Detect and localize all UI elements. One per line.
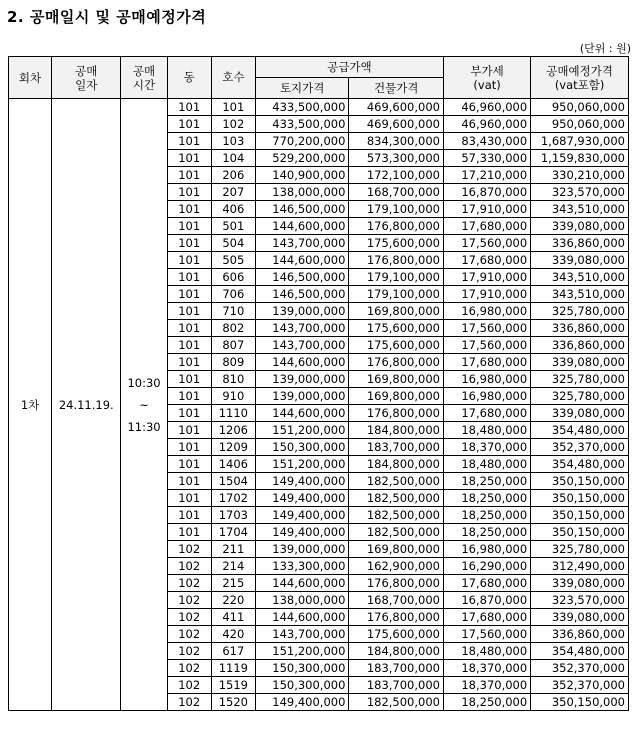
unit-no-cell: 406 <box>211 201 255 218</box>
expected-price-cell: 343,510,000 <box>531 201 629 218</box>
building-price-cell: 176,800,000 <box>349 252 444 269</box>
vat-cell: 18,250,000 <box>443 694 530 711</box>
unit-no-cell: 101 <box>211 99 255 116</box>
building-price-cell: 183,700,000 <box>349 439 444 456</box>
vat-cell: 18,480,000 <box>443 643 530 660</box>
building-cell: 101 <box>167 354 211 371</box>
building-price-cell: 179,100,000 <box>349 269 444 286</box>
expected-price-cell: 325,780,000 <box>531 303 629 320</box>
expected-price-cell: 325,780,000 <box>531 541 629 558</box>
unit-no-cell: 501 <box>211 218 255 235</box>
building-cell: 101 <box>167 320 211 337</box>
page-title: 2. 공매일시 및 공매예정가격 <box>7 8 207 26</box>
building-cell: 101 <box>167 184 211 201</box>
building-cell: 101 <box>167 473 211 490</box>
table-row <box>9 99 629 116</box>
expected-price-cell: 325,780,000 <box>531 388 629 405</box>
vat-cell: 17,910,000 <box>443 269 530 286</box>
expected-price-cell: 352,370,000 <box>531 677 629 694</box>
unit-no-cell: 420 <box>211 626 255 643</box>
header-date-line2: 일자 <box>75 77 98 92</box>
expected-price-cell: 339,080,000 <box>531 218 629 235</box>
expected-price-cell: 323,570,000 <box>531 184 629 201</box>
table-body <box>9 99 629 711</box>
unit-no-cell: 1406 <box>211 456 255 473</box>
unit-no-cell: 1504 <box>211 473 255 490</box>
building-cell: 101 <box>167 524 211 541</box>
unit-no-cell: 1209 <box>211 439 255 456</box>
unit-no-cell: 103 <box>211 133 255 150</box>
building-price-cell: 169,800,000 <box>349 541 444 558</box>
building-price-cell: 175,600,000 <box>349 320 444 337</box>
building-price-cell: 182,500,000 <box>349 507 444 524</box>
land-price-cell: 149,400,000 <box>255 473 349 490</box>
land-price-cell: 139,000,000 <box>255 371 349 388</box>
vat-cell: 16,980,000 <box>443 303 530 320</box>
land-price-cell: 144,600,000 <box>255 354 349 371</box>
vat-cell: 17,560,000 <box>443 626 530 643</box>
building-price-cell: 184,800,000 <box>349 456 444 473</box>
expected-price-cell: 312,490,000 <box>531 558 629 575</box>
unit-no-cell: 617 <box>211 643 255 660</box>
land-price-cell: 433,500,000 <box>255 116 349 133</box>
land-price-cell: 150,300,000 <box>255 677 349 694</box>
header-time-line1: 공매 <box>132 63 156 78</box>
building-price-cell: 169,800,000 <box>349 303 444 320</box>
time-cell <box>121 99 167 711</box>
expected-price-cell: 343,510,000 <box>531 286 629 303</box>
expected-price-cell: 1,159,830,000 <box>531 150 629 167</box>
building-cell: 101 <box>167 405 211 422</box>
land-price-cell: 146,500,000 <box>255 201 349 218</box>
unit-no-cell: 1519 <box>211 677 255 694</box>
unit-no-cell: 504 <box>211 235 255 252</box>
land-price-cell: 144,600,000 <box>255 252 349 269</box>
vat-cell: 18,370,000 <box>443 439 530 456</box>
vat-cell: 18,480,000 <box>443 456 530 473</box>
vat-cell: 17,680,000 <box>443 405 530 422</box>
expected-price-cell: 352,370,000 <box>531 660 629 677</box>
header-date <box>52 57 121 99</box>
building-price-cell: 175,600,000 <box>349 626 444 643</box>
land-price-cell: 433,500,000 <box>255 99 349 116</box>
unit-no-cell: 102 <box>211 116 255 133</box>
land-price-cell: 139,000,000 <box>255 541 349 558</box>
vat-cell: 17,680,000 <box>443 252 530 269</box>
unit-no-cell: 802 <box>211 320 255 337</box>
building-cell: 102 <box>167 541 211 558</box>
building-cell: 101 <box>167 490 211 507</box>
building-price-cell: 182,500,000 <box>349 490 444 507</box>
building-price-cell: 176,800,000 <box>349 609 444 626</box>
time-start: 10:30 <box>127 375 161 390</box>
building-cell: 102 <box>167 694 211 711</box>
expected-price-cell: 339,080,000 <box>531 405 629 422</box>
vat-cell: 46,960,000 <box>443 99 530 116</box>
header-expected-line2: (vat포함) <box>554 77 605 92</box>
vat-cell: 18,370,000 <box>443 677 530 694</box>
building-cell: 101 <box>167 99 211 116</box>
vat-cell: 18,250,000 <box>443 507 530 524</box>
building-price-cell: 168,700,000 <box>349 184 444 201</box>
expected-price-cell: 339,080,000 <box>531 252 629 269</box>
vat-cell: 18,480,000 <box>443 422 530 439</box>
header-land-price: 토지가격 <box>255 78 349 99</box>
unit-no-cell: 810 <box>211 371 255 388</box>
vat-cell: 17,560,000 <box>443 320 530 337</box>
time-end: 11:30 <box>127 419 161 434</box>
building-cell: 102 <box>167 677 211 694</box>
header-vat <box>443 57 530 99</box>
building-cell: 102 <box>167 558 211 575</box>
land-price-cell: 139,000,000 <box>255 303 349 320</box>
unit-no-cell: 211 <box>211 541 255 558</box>
expected-price-cell: 950,060,000 <box>531 116 629 133</box>
land-price-cell: 144,600,000 <box>255 575 349 592</box>
unit-no-cell: 606 <box>211 269 255 286</box>
building-cell: 101 <box>167 133 211 150</box>
table-header <box>9 57 629 99</box>
expected-price-cell: 323,570,000 <box>531 592 629 609</box>
land-price-cell: 143,700,000 <box>255 235 349 252</box>
unit-no-cell: 1704 <box>211 524 255 541</box>
land-price-cell: 151,200,000 <box>255 422 349 439</box>
building-price-cell: 176,800,000 <box>349 354 444 371</box>
vat-cell: 17,910,000 <box>443 286 530 303</box>
building-cell: 101 <box>167 388 211 405</box>
building-price-cell: 179,100,000 <box>349 201 444 218</box>
unit-no-cell: 1520 <box>211 694 255 711</box>
header-date-line1: 공매 <box>75 63 98 78</box>
land-price-cell: 138,000,000 <box>255 184 349 201</box>
building-price-cell: 179,100,000 <box>349 286 444 303</box>
expected-price-cell: 350,150,000 <box>531 507 629 524</box>
building-cell: 101 <box>167 337 211 354</box>
expected-price-cell: 325,780,000 <box>531 371 629 388</box>
building-price-cell: 182,500,000 <box>349 473 444 490</box>
building-cell: 102 <box>167 643 211 660</box>
land-price-cell: 138,000,000 <box>255 592 349 609</box>
building-price-cell: 162,900,000 <box>349 558 444 575</box>
land-price-cell: 133,300,000 <box>255 558 349 575</box>
expected-price-cell: 350,150,000 <box>531 473 629 490</box>
vat-cell: 18,250,000 <box>443 473 530 490</box>
expected-price-cell: 1,687,930,000 <box>531 133 629 150</box>
land-price-cell: 144,600,000 <box>255 405 349 422</box>
header-time <box>121 57 167 99</box>
expected-price-cell: 350,150,000 <box>531 524 629 541</box>
expected-price-cell: 343,510,000 <box>531 269 629 286</box>
expected-price-cell: 350,150,000 <box>531 490 629 507</box>
unit-no-cell: 1702 <box>211 490 255 507</box>
expected-price-cell: 330,210,000 <box>531 167 629 184</box>
land-price-cell: 144,600,000 <box>255 218 349 235</box>
land-price-cell: 151,200,000 <box>255 456 349 473</box>
building-price-cell: 168,700,000 <box>349 592 444 609</box>
vat-cell: 17,680,000 <box>443 354 530 371</box>
unit-no-cell: 809 <box>211 354 255 371</box>
header-supply: 공급가액 <box>255 57 443 78</box>
land-price-cell: 150,300,000 <box>255 660 349 677</box>
land-price-cell: 149,400,000 <box>255 694 349 711</box>
land-price-cell: 149,400,000 <box>255 507 349 524</box>
land-price-cell: 143,700,000 <box>255 626 349 643</box>
header-vat-line2: (vat) <box>473 77 501 92</box>
building-price-cell: 182,500,000 <box>349 524 444 541</box>
expected-price-cell: 350,150,000 <box>531 694 629 711</box>
land-price-cell: 143,700,000 <box>255 337 349 354</box>
building-cell: 101 <box>167 252 211 269</box>
land-price-cell: 150,300,000 <box>255 439 349 456</box>
building-price-cell: 176,800,000 <box>349 218 444 235</box>
auction-price-table <box>8 56 629 711</box>
header-round: 회차 <box>9 57 52 99</box>
building-price-cell: 184,800,000 <box>349 643 444 660</box>
vat-cell: 83,430,000 <box>443 133 530 150</box>
land-price-cell: 143,700,000 <box>255 320 349 337</box>
vat-cell: 16,980,000 <box>443 541 530 558</box>
land-price-cell: 146,500,000 <box>255 269 349 286</box>
building-cell: 101 <box>167 269 211 286</box>
expected-price-cell: 336,860,000 <box>531 626 629 643</box>
vat-cell: 16,870,000 <box>443 184 530 201</box>
vat-cell: 17,210,000 <box>443 167 530 184</box>
expected-price-cell: 354,480,000 <box>531 456 629 473</box>
header-time-line2: 시간 <box>132 77 156 92</box>
building-price-cell: 175,600,000 <box>349 235 444 252</box>
expected-price-cell: 354,480,000 <box>531 422 629 439</box>
header-vat-line1: 부가세 <box>470 63 504 78</box>
header-unit-no: 호수 <box>211 57 255 99</box>
building-cell: 101 <box>167 218 211 235</box>
land-price-cell: 149,400,000 <box>255 490 349 507</box>
unit-no-cell: 910 <box>211 388 255 405</box>
building-cell: 101 <box>167 371 211 388</box>
building-price-cell: 172,100,000 <box>349 167 444 184</box>
building-price-cell: 469,600,000 <box>349 99 444 116</box>
expected-price-cell: 336,860,000 <box>531 320 629 337</box>
building-cell: 101 <box>167 439 211 456</box>
vat-cell: 17,560,000 <box>443 337 530 354</box>
building-cell: 101 <box>167 201 211 218</box>
vat-cell: 17,680,000 <box>443 609 530 626</box>
unit-no-cell: 1110 <box>211 405 255 422</box>
building-price-cell: 183,700,000 <box>349 660 444 677</box>
expected-price-cell: 950,060,000 <box>531 99 629 116</box>
vat-cell: 17,680,000 <box>443 218 530 235</box>
vat-cell: 46,960,000 <box>443 116 530 133</box>
building-price-cell: 469,600,000 <box>349 116 444 133</box>
building-cell: 101 <box>167 167 211 184</box>
building-cell: 101 <box>167 422 211 439</box>
building-price-cell: 184,800,000 <box>349 422 444 439</box>
expected-price-cell: 339,080,000 <box>531 354 629 371</box>
building-price-cell: 169,800,000 <box>349 388 444 405</box>
building-cell: 101 <box>167 150 211 167</box>
land-price-cell: 140,900,000 <box>255 167 349 184</box>
building-cell: 101 <box>167 456 211 473</box>
unit-no-cell: 710 <box>211 303 255 320</box>
expected-price-cell: 339,080,000 <box>531 575 629 592</box>
expected-price-cell: 339,080,000 <box>531 609 629 626</box>
vat-cell: 17,910,000 <box>443 201 530 218</box>
building-price-cell: 169,800,000 <box>349 371 444 388</box>
expected-price-cell: 336,860,000 <box>531 235 629 252</box>
unit-note: (단위 : 원) <box>579 42 631 55</box>
round-cell: 1차 <box>9 99 52 711</box>
vat-cell: 18,250,000 <box>443 524 530 541</box>
unit-no-cell: 207 <box>211 184 255 201</box>
vat-cell: 57,330,000 <box>443 150 530 167</box>
building-price-cell: 182,500,000 <box>349 694 444 711</box>
header-building: 동 <box>167 57 211 99</box>
land-price-cell: 770,200,000 <box>255 133 349 150</box>
unit-no-cell: 505 <box>211 252 255 269</box>
land-price-cell: 529,200,000 <box>255 150 349 167</box>
expected-price-cell: 352,370,000 <box>531 439 629 456</box>
header-expected-price <box>531 57 629 99</box>
unit-no-cell: 206 <box>211 167 255 184</box>
unit-no-cell: 411 <box>211 609 255 626</box>
vat-cell: 16,980,000 <box>443 371 530 388</box>
unit-no-cell: 807 <box>211 337 255 354</box>
building-cell: 102 <box>167 609 211 626</box>
header-expected-line1: 공매예정가격 <box>546 63 613 78</box>
unit-no-cell: 215 <box>211 575 255 592</box>
header-building-price: 건물가격 <box>349 78 444 99</box>
building-cell: 102 <box>167 626 211 643</box>
building-cell: 101 <box>167 286 211 303</box>
land-price-cell: 149,400,000 <box>255 524 349 541</box>
building-cell: 101 <box>167 235 211 252</box>
building-price-cell: 834,300,000 <box>349 133 444 150</box>
building-price-cell: 183,700,000 <box>349 677 444 694</box>
unit-no-cell: 706 <box>211 286 255 303</box>
building-cell: 101 <box>167 116 211 133</box>
unit-no-cell: 214 <box>211 558 255 575</box>
land-price-cell: 144,600,000 <box>255 609 349 626</box>
building-cell: 102 <box>167 592 211 609</box>
land-price-cell: 139,000,000 <box>255 388 349 405</box>
unit-no-cell: 220 <box>211 592 255 609</box>
vat-cell: 17,560,000 <box>443 235 530 252</box>
vat-cell: 18,250,000 <box>443 490 530 507</box>
vat-cell: 16,870,000 <box>443 592 530 609</box>
expected-price-cell: 336,860,000 <box>531 337 629 354</box>
time-sep: ~ <box>139 397 149 412</box>
vat-cell: 16,290,000 <box>443 558 530 575</box>
vat-cell: 16,980,000 <box>443 388 530 405</box>
vat-cell: 18,370,000 <box>443 660 530 677</box>
building-price-cell: 175,600,000 <box>349 337 444 354</box>
building-cell: 101 <box>167 507 211 524</box>
building-price-cell: 573,300,000 <box>349 150 444 167</box>
unit-no-cell: 104 <box>211 150 255 167</box>
building-price-cell: 176,800,000 <box>349 575 444 592</box>
building-price-cell: 176,800,000 <box>349 405 444 422</box>
unit-no-cell: 1703 <box>211 507 255 524</box>
building-cell: 102 <box>167 575 211 592</box>
building-cell: 102 <box>167 660 211 677</box>
unit-no-cell: 1206 <box>211 422 255 439</box>
expected-price-cell: 354,480,000 <box>531 643 629 660</box>
vat-cell: 17,680,000 <box>443 575 530 592</box>
land-price-cell: 151,200,000 <box>255 643 349 660</box>
land-price-cell: 146,500,000 <box>255 286 349 303</box>
unit-no-cell: 1119 <box>211 660 255 677</box>
date-cell: 24.11.19. <box>52 99 121 711</box>
building-cell: 101 <box>167 303 211 320</box>
